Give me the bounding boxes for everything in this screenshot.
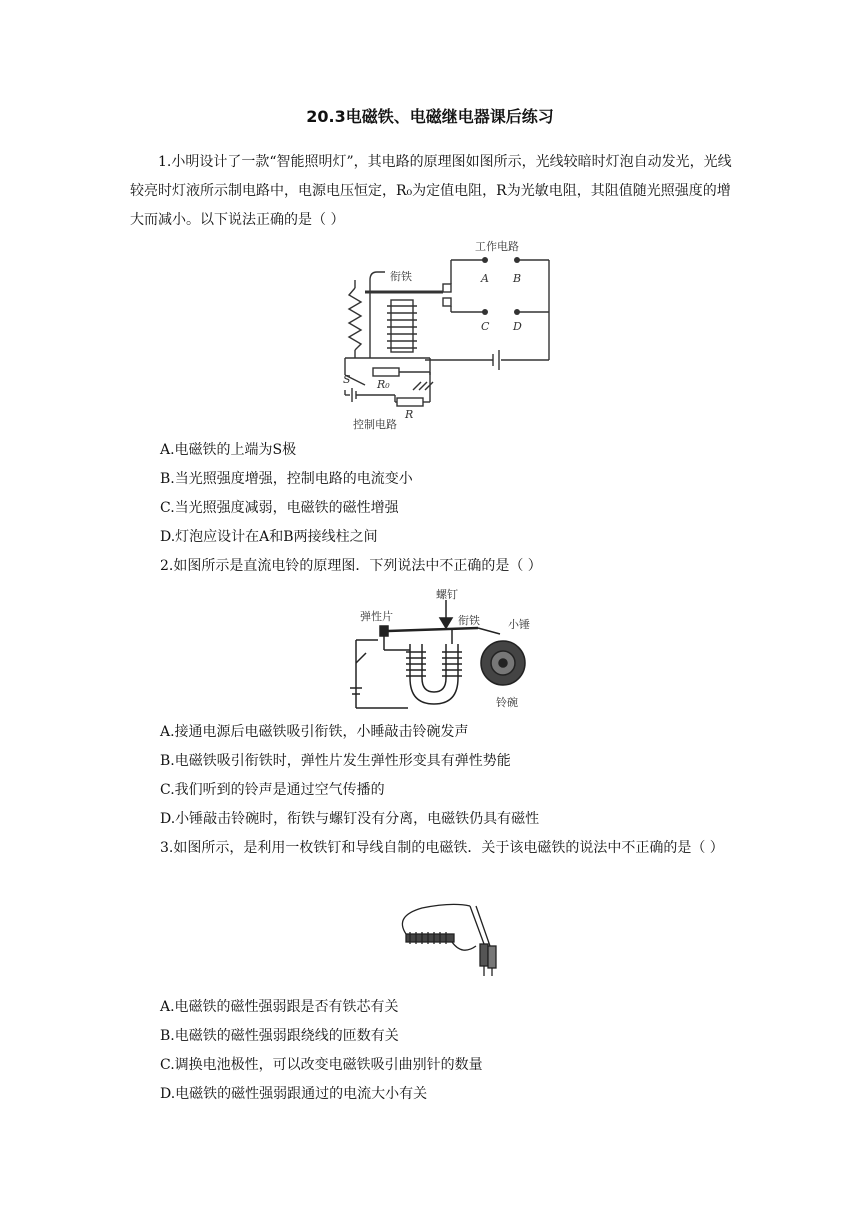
question-3-stem: 3.如图所示，是利用一枚铁钉和导线自制的电磁铁．关于该电磁铁的说法中不正确的是（ ）: [160, 840, 724, 856]
q3-option-d: D.电磁铁的磁性强弱跟通过的电流大小有关: [160, 1086, 428, 1102]
relay-circuit-figure: [325, 240, 565, 432]
q2-option-a: A.接通电源后电磁铁吸引衔铁，小睡敲击铃碗发声: [160, 724, 469, 740]
label-C: C: [481, 320, 490, 333]
question-2-stem: 2.如图所示是直流电铃的原理图．下列说法中不正确的是（ ）: [160, 558, 542, 574]
label-screw: 螺钉: [436, 588, 458, 601]
label-armature-2: 衔铁: [458, 614, 480, 627]
label-work-circuit: 工作电路: [475, 240, 519, 253]
label-A: A: [481, 272, 489, 285]
q1-option-b: B.当光照强度增强，控制电路的电流变小: [160, 471, 413, 487]
q2-option-c: C.我们听到的铃声是通过空气传播的: [160, 782, 385, 798]
label-armature: 衔铁: [390, 270, 412, 283]
q3-option-c: C.调换电池极性，可以改变电磁铁吸引曲别针的数量: [160, 1057, 483, 1073]
label-spring-plate: 弹性片: [360, 610, 393, 623]
label-D: D: [513, 320, 522, 333]
question-1-stem: 1.小明设计了一款“智能照明灯”，其电路的原理图如图所示，光线较暗时灯泡自动发光，光线较亮时灯液所示制电路中，电源电压恒定，R₀为定值电阻，R为光敏电阻，其阻值随光照强度的增大而减小。以下说法正确的是（ ）: [130, 154, 732, 228]
label-B: B: [513, 272, 522, 285]
label-R0: R₀: [377, 378, 390, 391]
label-hammer: 小锤: [508, 618, 530, 631]
q2-option-d: D.小锤敲击铃碗时，衔铁与螺钉没有分离，电磁铁仍具有磁性: [160, 811, 540, 827]
label-S: S: [343, 373, 351, 386]
q1-option-a: A.电磁铁的上端为S极: [160, 442, 297, 458]
q2-option-b: B.电磁铁吸引衔铁时，弹性片发生弹性形变具有弹性势能: [160, 753, 511, 769]
q1-option-d: D.灯泡应设计在A和B两接线柱之间: [160, 529, 378, 545]
q3-option-b: B.电磁铁的磁性强弱跟绕线的匝数有关: [160, 1028, 399, 1044]
q3-option-a: A.电磁铁的磁性强弱跟是否有铁芯有关: [160, 999, 399, 1015]
page-title: 20.3电磁铁、电磁继电器课后练习: [306, 107, 554, 126]
label-R: R: [405, 408, 414, 421]
nail-electromagnet-figure: [392, 896, 502, 982]
q1-option-c: C.当光照强度减弱，电磁铁的磁性增强: [160, 500, 399, 516]
label-control-circuit: 控制电路: [353, 418, 397, 431]
label-bell-bowl: 铃碗: [496, 696, 518, 709]
electric-bell-figure: [348, 588, 548, 714]
